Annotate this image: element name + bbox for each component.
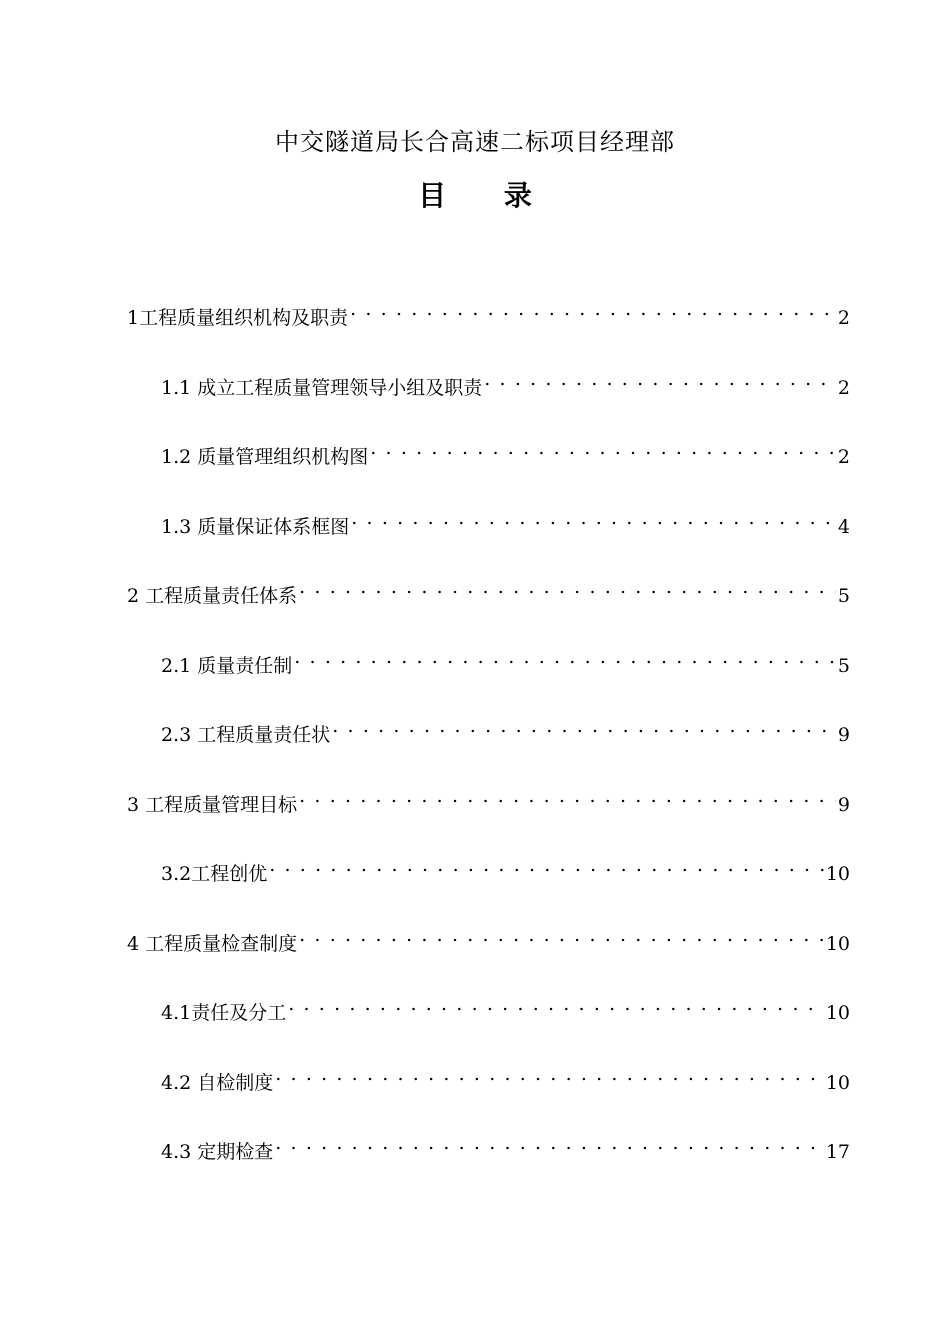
toc-entry[interactable] [127, 294, 850, 329]
toc-entry-page: 4 [837, 515, 850, 538]
toc-entry-number: 1 [127, 307, 140, 329]
toc-entry-number: 2 [127, 585, 146, 607]
toc-entry-number: 3 [127, 793, 146, 816]
toc-entry-page: 5 [837, 585, 850, 607]
toc-entry-title: 工程创优 [191, 863, 268, 885]
toc-entry-title: 工程质量责任体系 [145, 585, 298, 607]
dot-leader [288, 989, 824, 1019]
dot-leader [370, 433, 836, 463]
toc-entry-title: 质量保证体系框图 [197, 515, 350, 538]
dot-leader [294, 642, 836, 672]
toc-title: 目 录 [418, 179, 556, 212]
toc-entry-title: 工程质量组织机构及职责 [139, 307, 349, 329]
toc-entry-page: 2 [837, 446, 850, 468]
toc-entry-page: 10 [825, 863, 850, 885]
dot-leader [299, 781, 836, 811]
toc-entry-number: 4.2 [161, 1071, 198, 1094]
toc-entry[interactable] [161, 1059, 850, 1094]
toc-entry-number: 4.1 [161, 1002, 192, 1024]
toc-entry-title: 责任及分工 [191, 1002, 287, 1024]
toc-entry[interactable] [161, 989, 850, 1024]
toc-entry-page: 9 [837, 793, 850, 816]
dot-leader [275, 1128, 824, 1158]
toc-entry[interactable] [127, 781, 850, 816]
toc-entry-page: 2 [837, 376, 850, 399]
toc-entry-number: 1.1 [161, 376, 198, 399]
dot-leader [484, 364, 836, 394]
toc-entry-number: 3.2 [161, 863, 192, 885]
dot-leader [351, 503, 836, 533]
toc-entry[interactable] [127, 920, 850, 955]
toc-entry[interactable] [161, 711, 850, 746]
toc-entry-title: 工程质量责任状 [197, 724, 331, 746]
toc-entry-page: 17 [825, 1141, 850, 1163]
organization-header: 中交隧道局长合高速二标项目经理部 [275, 128, 675, 156]
toc-entry[interactable] [161, 850, 850, 885]
toc-entry[interactable] [161, 503, 850, 538]
toc-entry-page: 9 [837, 724, 850, 746]
dot-leader [299, 572, 836, 602]
toc-entry-number: 4 [127, 932, 146, 955]
toc-entry-page: 10 [825, 1071, 850, 1094]
toc-entry-number: 2.3 [161, 724, 198, 746]
toc-entry-number: 1.3 [161, 515, 198, 538]
toc-entry-page: 10 [825, 932, 850, 955]
toc-entry-page: 2 [837, 307, 850, 329]
toc-entry-title: 质量管理组织机构图 [197, 446, 369, 468]
toc-entry-page: 5 [837, 654, 850, 677]
dot-leader [332, 711, 836, 741]
toc-entry-number: 2.1 [161, 654, 198, 677]
dot-leader [299, 920, 824, 950]
toc-entry[interactable] [161, 642, 850, 677]
toc-entry-title: 工程质量检查制度 [145, 932, 298, 955]
toc-entry-number: 1.2 [161, 446, 198, 468]
toc-entry-page: 10 [825, 1002, 850, 1024]
toc-entry-title: 质量责任制 [197, 654, 293, 677]
dot-leader [275, 1059, 824, 1089]
toc-entry[interactable] [161, 433, 850, 468]
toc-entry-title: 成立工程质量管理领导小组及职责 [197, 376, 483, 399]
dot-leader [350, 294, 836, 324]
toc-entry-number: 4.3 [161, 1141, 198, 1163]
dot-leader [269, 850, 824, 880]
toc-entry[interactable] [127, 572, 850, 607]
toc-entry-title: 定期检查 [197, 1141, 274, 1163]
toc-entry-title: 工程质量管理目标 [145, 793, 298, 816]
toc-entry[interactable] [161, 1128, 850, 1163]
toc-entry-title: 自检制度 [197, 1071, 274, 1094]
toc-entry[interactable] [161, 364, 850, 399]
